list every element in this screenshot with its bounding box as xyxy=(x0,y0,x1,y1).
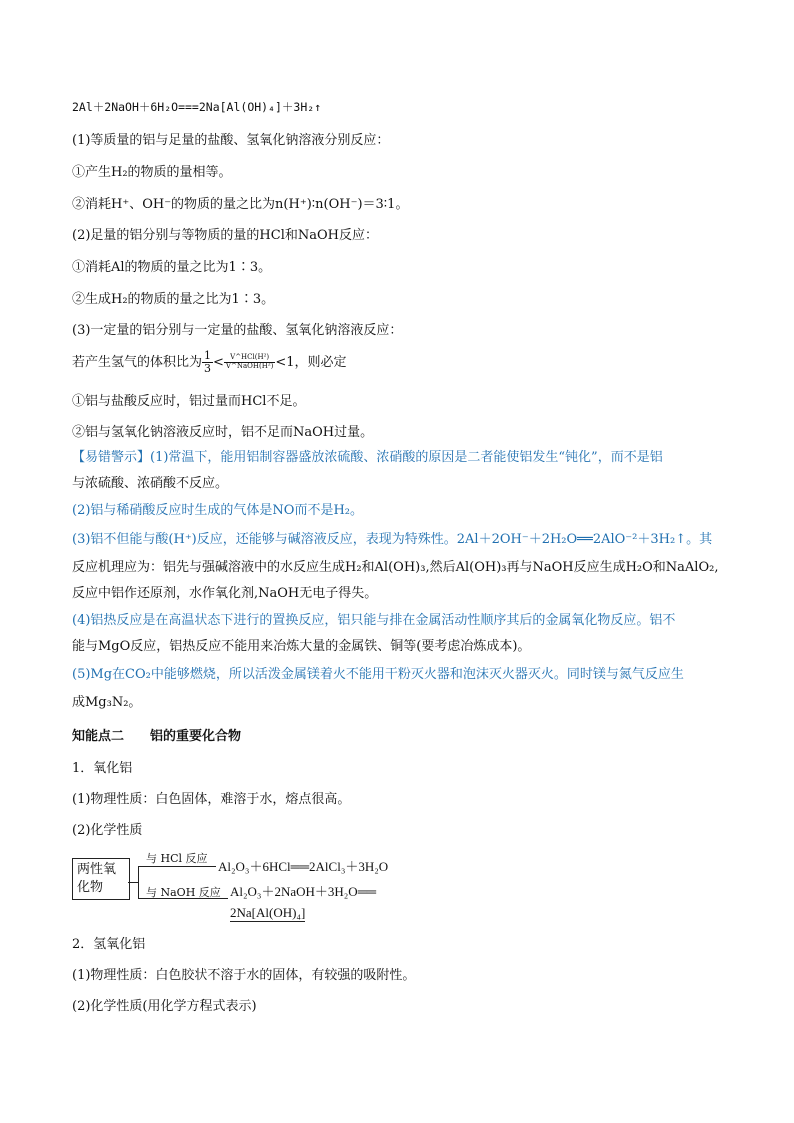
fraction-numerator: 1 xyxy=(204,349,212,362)
item-1b: ②消耗H⁺、OH⁻的物质的量之比为n(H⁺)∶n(OH⁻)＝3∶1。 xyxy=(72,197,409,212)
fraction-volume-ratio xyxy=(224,354,275,370)
item-1a: ①产生H₂的物质的量相等。 xyxy=(72,165,232,180)
box-line-2: 化物 xyxy=(77,880,104,896)
item-1-heading: (1)等质量的铝与足量的盐酸、氢氧化钠溶液分别反应： xyxy=(72,133,390,148)
fraction-denominator: 3 xyxy=(204,362,212,376)
connector-stub xyxy=(128,882,138,883)
warning-4a: (4)铝热反应是在高温状态下进行的置换反应，铝只能与排在金属活动性顺序其后的金属氧化物反应。铝不 xyxy=(72,613,676,628)
branch2-equation-line2: 2Na[Al(OH)₄] xyxy=(230,905,306,920)
ratio-suffix: <1，则必定 xyxy=(275,355,347,371)
subsection-1b: (2)化学性质 xyxy=(72,823,143,838)
ratio-numerator: V^HCl(H²) xyxy=(224,354,275,363)
equation-top: 2Al＋2NaOH＋6H₂O===2Na[Al(OH)₄]＋3H₂↑ xyxy=(72,100,322,114)
warning-1b: 与浓硫酸、浓硝酸不反应。 xyxy=(72,476,229,491)
item-3-heading: (3)一定量的铝分别与一定量的盐酸、氢氧化钠溶液反应： xyxy=(72,323,403,338)
diagram-box xyxy=(72,858,130,900)
warning-2: (2)铝与稀硝酸反应时生成的气体是NO而不是H₂。 xyxy=(72,503,363,518)
warning-5a: (5)Mg在CO₂中能够燃烧，所以活泼金属镁着火不能用干粉灭火器和泡沫灭火器灭火。同时镁与氮气反应生 xyxy=(72,667,684,682)
subsection-1a: (1)物理性质：白色固体，难溶于水，熔点很高。 xyxy=(72,792,351,807)
warning-3a: (3)铝不但能与酸(H⁺)反应，还能够与碱溶液反应，表现为特殊性。2Al＋2OH⁻＋2H₂O══2AlO⁻²＋3H₂↑。其 xyxy=(72,532,713,547)
box-line-1: 两性氧 xyxy=(77,862,117,877)
item-2-heading: (2)足量的铝分别与等物质的量的HCl和NaOH反应： xyxy=(72,228,378,243)
branch2-equation-line1: Al₂O₃＋2NaOH＋3H₂O══ xyxy=(230,884,377,899)
item-2a: ①消耗Al的物质的量之比为1∶3。 xyxy=(72,260,272,275)
subsection-2b: (2)化学性质(用化学方程式表示) xyxy=(72,999,257,1014)
item-2b: ②生成H₂的物质的量之比为1∶3。 xyxy=(72,292,275,307)
ratio-denominator: V^NaOH(H²) xyxy=(225,362,274,371)
section-heading: 知能点二 铝的重要化合物 xyxy=(72,729,242,744)
item-3b: ②铝与氢氧化钠溶液反应时，铝不足而NaOH过量。 xyxy=(72,425,374,440)
warning-3c: 反应中铝作还原剂，水作氧化剂,NaOH无电子得失。 xyxy=(72,586,378,601)
item-3-ratio-line: 若产生氢气的体积比为 $\frac{1}{3}$ < $\frac{\text{V\textasciicircum{}HCl(H²)}}{\text{V\textasciicircum{}NaOH(H²)}}$ <1，则必定 xyxy=(72,349,347,376)
subsection-2a: (1)物理性质：白色胶状不溶于水的固体，有较强的吸附性。 xyxy=(72,968,416,983)
warning-1a xyxy=(72,450,663,467)
branch1-equation: Al₂O₃＋6HCl══2AlCl₃＋3H₂O xyxy=(218,859,389,874)
subsection-2-title: 2．氢氧化铝 xyxy=(72,937,146,952)
connector-vertical xyxy=(138,866,139,898)
fraction-one-third xyxy=(202,350,213,375)
item-3a: ①铝与盐酸反应时，铝过量而HCl不足。 xyxy=(72,394,306,409)
ratio-prefix: 若产生氢气的体积比为 xyxy=(72,355,203,371)
branch1-arrow xyxy=(138,866,216,867)
branch1-label: 与 HCl 反应 xyxy=(146,852,208,865)
warning-1a-text: 【易错警示】(1)常温下，能用铝制容器盛放浓硫酸、浓硝酸的原因是二者能使铝发生“钝化”，而不是铝 xyxy=(72,450,663,465)
warning-5b: 成Mg₃N₂。 xyxy=(72,695,142,710)
subsection-1-title: 1．氧化铝 xyxy=(72,761,133,776)
warning-3b: 反应机理应为：铝先与强碱溶液中的水反应生成H₂和Al(OH)₃,然后Al(OH)₃再与NaOH反应生成H₂O和NaAlO₂, xyxy=(72,560,719,575)
warning-4b: 能与MgO反应，铝热反应不能用来冶炼大量的金属铁、铜等(要考虑冶炼成本)。 xyxy=(72,639,531,654)
branch2-label: 与 NaOH 反应 xyxy=(146,886,221,899)
